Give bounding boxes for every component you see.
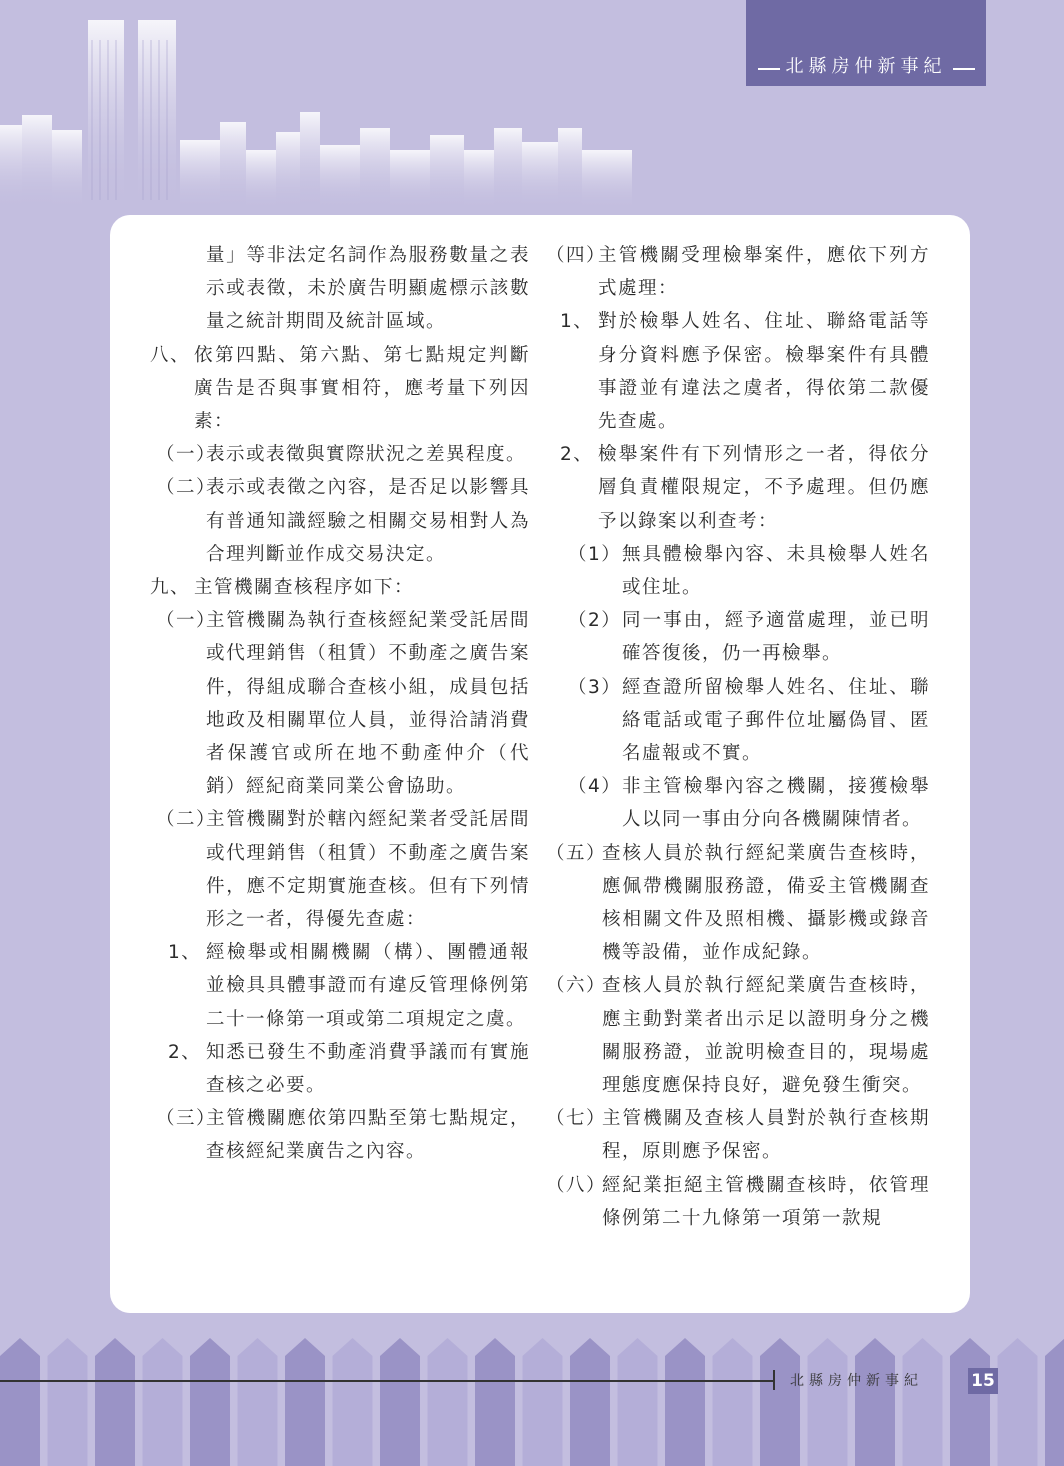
item-marker: 2、 (168, 1041, 202, 1063)
item-marker: （五） (546, 842, 607, 864)
sub-item (150, 471, 530, 571)
item-text: 表示或表徵之內容，是否足以影響具有普通知識經驗之相關交易相對人為合理判斷並作成交易決定。 (206, 477, 530, 565)
fence-picket (1045, 1338, 1064, 1466)
sub-item (546, 1102, 930, 1168)
fence-picket (143, 1338, 183, 1466)
fence-picket (665, 1338, 705, 1466)
fence-picket (238, 1338, 278, 1466)
right-column (546, 239, 930, 1235)
city-skyline-image (0, 0, 640, 210)
item-marker: （二） (156, 477, 217, 499)
item-text: 主管機關及查核人員對於執行查核期程，原則應予保密。 (602, 1108, 930, 1163)
sub-item (150, 438, 530, 471)
item-marker: 九、 (150, 577, 191, 599)
item-text: 主管機關對於轄內經紀業者受託居間或代理銷售（租賃）不動產之廣告案件，應不定期實施查核。但有下列情形之一者，得優先查處： (206, 809, 530, 931)
item-marker: 2、 (560, 444, 594, 466)
item-marker: 1、 (168, 942, 202, 964)
item-text: 查核人員於執行經紀業廣告查核時，應佩帶機關服務證，備妥主管機關查核相關文件及照相機、攝影機或錄音機等設備，並作成紀錄。 (602, 842, 930, 964)
item-text: 非主管檢舉內容之機關，接獲檢舉人以同一事由分向各機關陳情者。 (622, 776, 930, 831)
header-rule-left (758, 68, 780, 70)
fence-picket (428, 1338, 468, 1466)
item-text: 同一事由，經予適當處理，並已明確答復後，仍一再檢舉。 (622, 610, 930, 665)
paragraph-text: 量」等非法定名詞作為服務數量之表示或表徵，未於廣告明顯處標示該數量之統計期間及統計區域。 (206, 245, 530, 333)
bracket-item (546, 770, 930, 836)
numbered-item (546, 305, 930, 438)
fence-picket (523, 1338, 563, 1466)
numbered-item (150, 1036, 530, 1102)
item-text: 知悉已發生不動產消費爭議而有實施查核之必要。 (206, 1041, 530, 1097)
sub-item (546, 1169, 930, 1235)
item-marker: 1、 (560, 311, 594, 333)
header-rule-right (953, 68, 975, 70)
fence-picket (475, 1338, 515, 1466)
paragraph-item (150, 339, 530, 439)
item-marker: （四） (546, 245, 607, 266)
sub-item (150, 1102, 530, 1168)
sub-item (546, 837, 930, 970)
item-marker: （八） (546, 1174, 607, 1196)
left-column (150, 239, 530, 1169)
item-text: 檢舉案件有下列情形之一者，得依分層負責權限規定，不予處理。但仍應予以錄案以利查考： (598, 444, 930, 532)
item-marker: （3） (568, 676, 622, 698)
item-marker: （1） (568, 543, 622, 565)
fence-picket (380, 1338, 420, 1466)
item-text: 經紀業拒絕主管機關查核時，依管理條例第二十九條第一項第一款規 (602, 1174, 930, 1229)
paragraph-item (150, 571, 530, 604)
item-marker: （2） (568, 610, 622, 632)
item-text: 對於檢舉人姓名、住址、聯絡電話等身分資料應予保密。檢舉案件有具體事證並有違法之虞者，得依第二款優先查處。 (598, 311, 930, 433)
fence-picket (333, 1338, 373, 1466)
fence-picket (855, 1338, 895, 1466)
item-text: 無具體檢舉內容、未具檢舉人姓名或住址。 (622, 543, 930, 599)
item-marker: （一） (156, 610, 217, 632)
fence-picket (0, 1338, 40, 1466)
numbered-item (150, 936, 530, 1036)
item-text: 表示或表徵與實際狀況之差異程度。 (206, 444, 527, 466)
sub-item (546, 239, 930, 305)
sub-item (546, 969, 930, 1102)
item-marker: （六） (546, 975, 607, 997)
item-marker: （二） (156, 809, 217, 831)
footer-title: 北縣房仲新事紀 (790, 1373, 923, 1389)
sub-item (150, 803, 530, 936)
content-card (110, 215, 970, 1313)
paragraph (150, 239, 530, 339)
item-text: 主管機關受理檢舉案件，應依下列方式處理： (598, 245, 930, 300)
bracket-item (546, 604, 930, 670)
item-marker: 八、 (150, 344, 191, 366)
fence-picket (618, 1338, 658, 1466)
item-text: 經查證所留檢舉人姓名、住址、聯絡電話或電子郵件位址屬偽冒、匿名虛報或不實。 (622, 676, 930, 765)
fence-picket (285, 1338, 325, 1466)
fence-picket (48, 1338, 88, 1466)
bracket-item (546, 671, 930, 771)
fence-picket (570, 1338, 610, 1466)
item-text: 主管機關為執行查核經紀業受託居間或代理銷售（租賃）不動產之廣告案件，得組成聯合查核小組，成員包括地政及相關單位人員，並得洽請消費者保護官或所在地不動產仲介（代銷）經紀商業同業公會協助。 (206, 610, 530, 798)
item-text: 主管機關應依第四點至第七點規定，查核經紀業廣告之內容。 (206, 1108, 530, 1163)
fence-picket (998, 1338, 1038, 1466)
item-marker: （4） (568, 776, 622, 798)
item-marker: （一） (156, 444, 217, 466)
header-title: 北縣房仲新事紀 (785, 56, 947, 77)
sub-item (150, 604, 530, 803)
fence-picket (808, 1338, 848, 1466)
item-marker: （三） (156, 1108, 217, 1130)
header-banner (746, 0, 986, 86)
fence-picket (95, 1338, 135, 1466)
fence-picket (903, 1338, 943, 1466)
footer-rule (0, 1380, 775, 1382)
fence-decoration (0, 1330, 1064, 1466)
numbered-item (546, 438, 930, 538)
item-text: 查核人員於執行經紀業廣告查核時，應主動對業者出示足以證明身分之機關服務證，並說明檢查目的，現場處理態度應保持良好，避免發生衝突。 (602, 975, 930, 1097)
fence-picket (713, 1338, 753, 1466)
item-marker: （七） (546, 1108, 607, 1130)
page-number: 15 (968, 1368, 998, 1394)
item-text: 依第四點、第六點、第七點規定判斷廣告是否與事實相符，應考量下列因素： (194, 344, 530, 433)
fence-picket (760, 1338, 800, 1466)
fence-picket (950, 1338, 990, 1466)
item-text: 主管機關查核程序如下： (194, 577, 415, 599)
fence-picket (190, 1338, 230, 1466)
bracket-item (546, 538, 930, 604)
footer-rule-tick (773, 1370, 775, 1390)
item-text: 經檢舉或相關機關（構）、團體通報並檢具具體事證而有違反管理條例第二十一條第一項或第二項規定之虞。 (206, 942, 530, 1030)
